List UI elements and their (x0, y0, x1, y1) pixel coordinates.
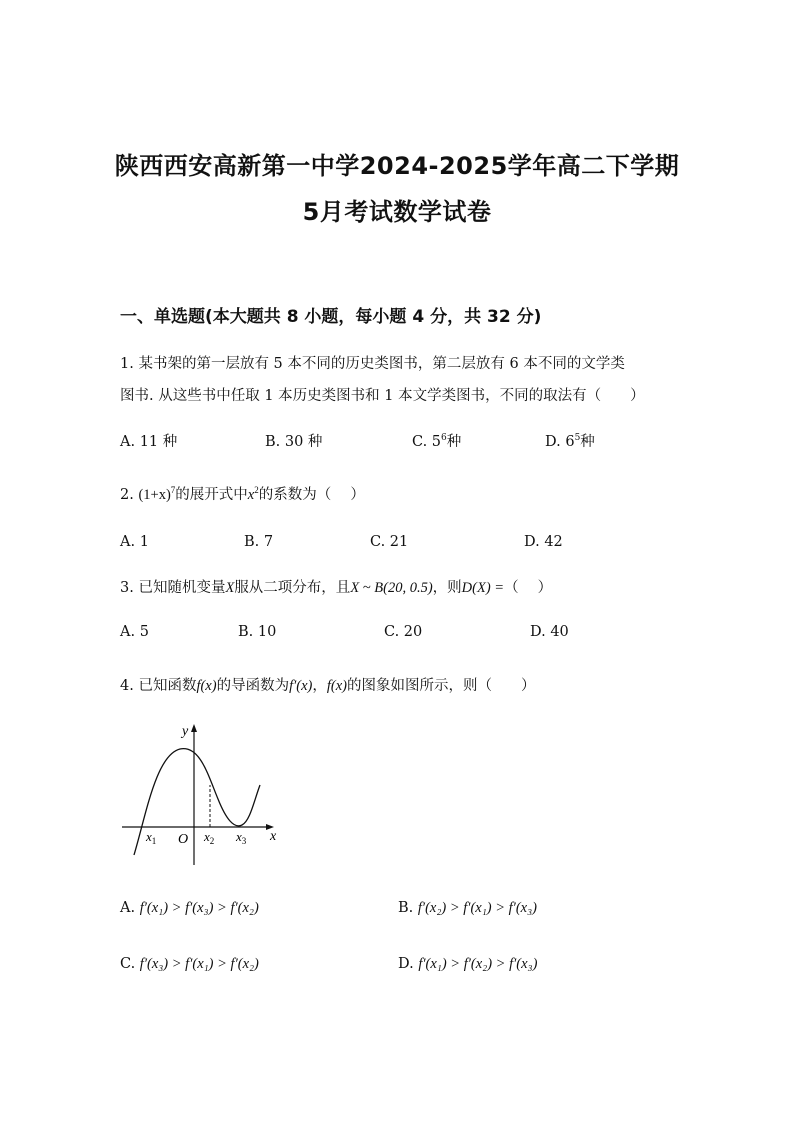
q2-text: 2. $(1+x)^7$的展开式中$x^2$的系数为（ ） (120, 485, 365, 503)
x2-label: $x_2$ (204, 829, 215, 846)
q1-option-b: B. 30 种 (265, 434, 323, 450)
q2-option-c: C. 21 (370, 534, 409, 550)
q1-option-c: C. $5^6$种 (412, 433, 462, 450)
q4-option-b: B. f′(x₂) > f′(x₁) > f′(x₃) (398, 900, 537, 916)
q3-text: 3. 已知随机变量X服从二项分布，且X ~ B(20, 0.5)，则D(X) =（ ） (120, 580, 553, 596)
q1-text-line2: 图书. 从这些书中任取 1 本历史类图书和 1 本文学类图书，不同的取法有（ ） (120, 388, 645, 404)
function-graph (118, 715, 288, 875)
y-axis-label: y (182, 724, 189, 739)
section-heading: 一、单选题(本大题共 8 小题，每小题 4 分，共 32 分) (120, 307, 542, 327)
page-title-line2: 5月考试数学试卷 (302, 198, 492, 226)
q4-option-d: D. f′(x₁) > f′(x₂) > f′(x₃) (398, 956, 538, 972)
x3-label: $x_3$ (236, 829, 247, 846)
q4-text: 4. 已知函数f(x)的导函数为f′(x)，f(x)的图象如图所示，则（ ） (120, 678, 536, 694)
q3-option-b: B. 10 (238, 624, 277, 640)
q1-text-line1: 1. 某书架的第一层放有 5 本不同的历史类图书，第二层放有 6 本不同的文学类 (120, 356, 625, 372)
q4-option-c: C. f′(x₃) > f′(x₁) > f′(x₂) (120, 956, 259, 972)
x1-label: $x_1$ (146, 829, 157, 846)
q3-option-c: C. 20 (384, 624, 423, 640)
origin-label: O (178, 832, 189, 847)
x-axis-label: x (270, 829, 277, 844)
q1-option-d: D. $6^5$种 (545, 433, 595, 450)
q2-option-b: B. 7 (244, 534, 274, 550)
y-axis-arrow (191, 724, 197, 732)
q1-option-a: A. 11 种 (120, 434, 178, 450)
q2-option-a: A. 1 (120, 534, 149, 550)
q2-option-d: D. 42 (524, 534, 563, 550)
q3-option-a: A. 5 (120, 624, 149, 640)
q3-option-d: D. 40 (530, 624, 569, 640)
page-title-line1: 陕西西安高新第一中学2024-2025学年高二下学期 (114, 152, 680, 180)
q4-option-a: A. f′(x₁) > f′(x₃) > f′(x₂) (120, 900, 259, 916)
